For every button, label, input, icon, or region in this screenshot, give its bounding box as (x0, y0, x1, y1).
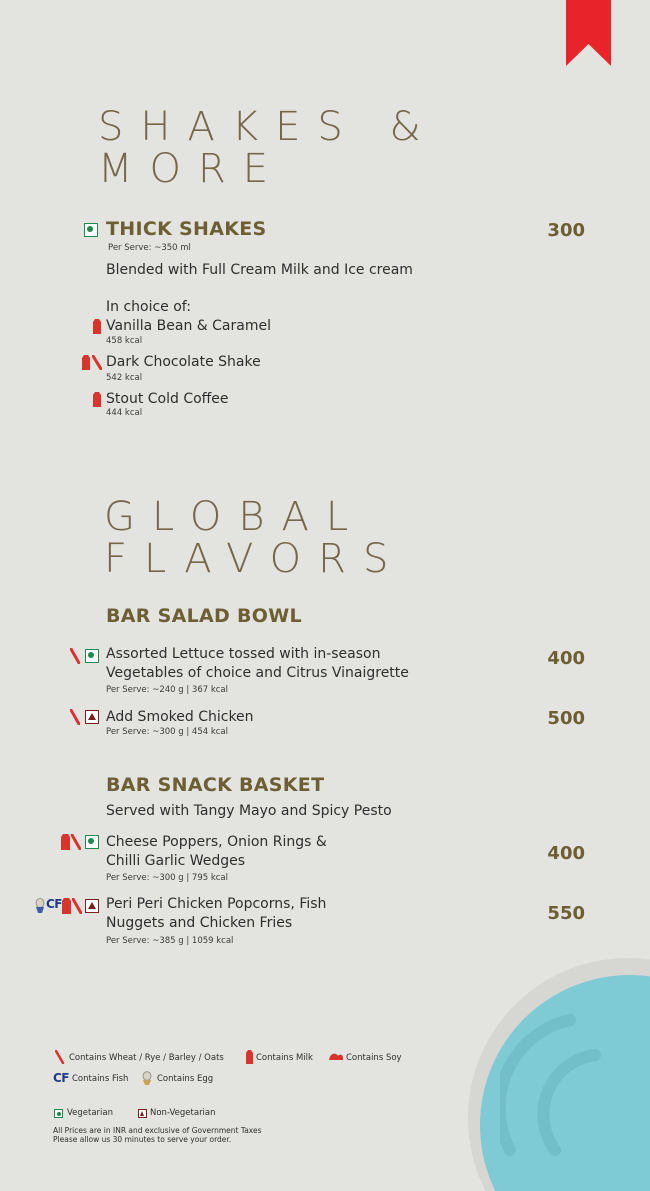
non-veg-icon (85, 710, 99, 724)
choice-kcal: 458 kcal (106, 336, 143, 346)
fish-icon: CF (46, 897, 63, 911)
item-title-bar-snack: BAR SNACK BASKET (106, 774, 325, 796)
item-line: Cheese Poppers, Onion Rings & (106, 834, 327, 850)
legend-wheat: Contains Wheat / Rye / Barley / Oats (69, 1053, 224, 1063)
item-line: Add Smoked Chicken (106, 709, 254, 725)
legend-egg: Contains Egg (157, 1074, 214, 1084)
milk-icon (93, 319, 101, 334)
price-thick-shakes: 300 (547, 220, 585, 241)
fish-icon: CF (53, 1071, 70, 1085)
serve-info: Per Serve: ~240 g | 367 kcal (106, 685, 228, 695)
section-heading-shakes (98, 106, 438, 190)
legend-milk: Contains Milk (256, 1053, 313, 1063)
non-veg-icon (138, 1109, 147, 1118)
egg-icon (34, 898, 46, 914)
wheat-icon (72, 898, 82, 914)
serve-info: Per Serve: ~300 g | 795 kcal (106, 873, 228, 883)
heading-line: FLAVORS (104, 536, 406, 582)
soy-icon (328, 1052, 344, 1063)
item-title-bar-salad: BAR SALAD BOWL (106, 605, 302, 627)
price-note: All Prices are in INR and exclusive of Government Taxes (53, 1126, 262, 1135)
legend-fish: Contains Fish (72, 1074, 129, 1084)
item-line: Chilli Garlic Wedges (106, 853, 246, 869)
milk-icon (62, 898, 72, 914)
choice-label: In choice of: (106, 299, 191, 315)
veg-icon (54, 1109, 63, 1118)
milk-icon (93, 392, 101, 407)
milk-icon (82, 355, 92, 370)
serve-info: Per Serve: ~350 ml (108, 243, 191, 253)
choice-name: Vanilla Bean & Caramel (106, 318, 271, 334)
price-salad: 400 (547, 648, 585, 669)
item-line: Peri Peri Chicken Popcorns, Fish (106, 896, 327, 912)
veg-icon (84, 223, 98, 237)
item-line: Assorted Lettuce tossed with in-season (106, 646, 381, 662)
veg-icon (85, 835, 99, 849)
item-line: Vegetables of choice and Citrus Vinaigrette (106, 665, 409, 681)
choice-kcal: 542 kcal (106, 373, 143, 383)
heading-line: SHAKES & (98, 104, 438, 150)
veg-icon (85, 649, 99, 663)
serve-info: Per Serve: ~385 g | 1059 kcal (106, 936, 234, 946)
bookmark-ribbon-icon (566, 0, 611, 66)
item-subtitle: Served with Tangy Mayo and Spicy Pesto (106, 803, 392, 819)
choice-kcal: 444 kcal (106, 408, 143, 418)
wheat-icon (92, 355, 102, 370)
milk-icon (246, 1050, 253, 1064)
non-veg-icon (85, 899, 99, 913)
item-line: Nuggets and Chicken Fries (106, 915, 293, 931)
milk-icon (61, 834, 71, 850)
legend-non-veg: Non-Vegetarian (150, 1108, 216, 1118)
price-cheese-poppers: 400 (547, 843, 585, 864)
wheat-icon (70, 648, 80, 664)
serve-time-note: Please allow us 30 minutes to serve your order. (53, 1135, 232, 1144)
egg-icon (141, 1071, 153, 1086)
wheat-icon (71, 834, 81, 850)
heading-line: MORE (98, 146, 286, 192)
heading-line: GLOBAL (104, 494, 366, 540)
price-add-chicken: 500 (547, 708, 585, 729)
section-heading-global (104, 496, 405, 580)
price-peri-peri: 550 (547, 903, 585, 924)
decorative-arc (500, 1000, 650, 1191)
item-title-thick-shakes: THICK SHAKES (106, 218, 267, 240)
choice-name: Dark Chocolate Shake (106, 354, 261, 370)
legend-soy: Contains Soy (346, 1053, 402, 1063)
legend-veg: Vegetarian (67, 1108, 114, 1118)
item-description: Blended with Full Cream Milk and Ice cream (106, 262, 413, 278)
serve-info: Per Serve: ~300 g | 454 kcal (106, 727, 228, 737)
wheat-icon (70, 709, 80, 725)
wheat-icon (55, 1050, 65, 1064)
choice-name: Stout Cold Coffee (106, 391, 229, 407)
